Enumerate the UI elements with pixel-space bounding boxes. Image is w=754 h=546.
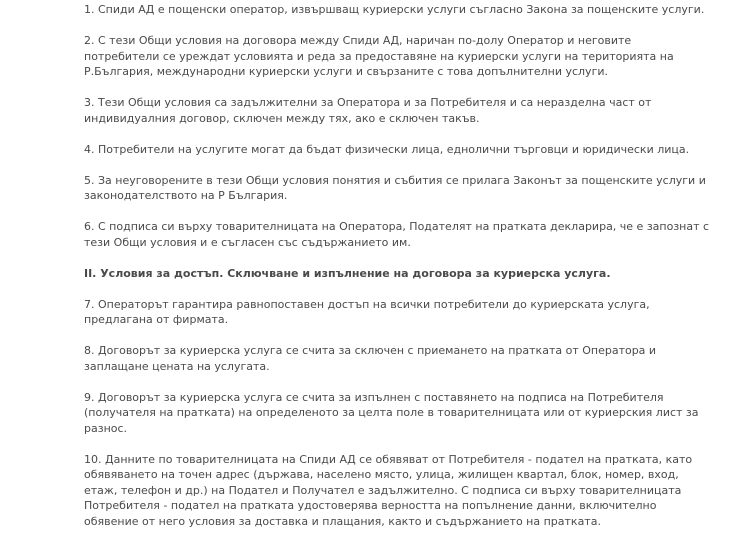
paragraph-line: тези Общи условия и е съгласен със съдържанието им. bbox=[84, 235, 411, 249]
paragraph bbox=[84, 173, 706, 204]
paragraph-line: 8. Договорът за куриерска услуга се счита за сключен с приемането на пратката от Оператора и bbox=[84, 344, 657, 357]
paragraph-line: обявение от него условия за доставка и плащания, както и съдържанието на пратката. bbox=[84, 514, 601, 528]
paragraph-line: 1. Спиди АД е пощенски оператор, извършващ куриерски услуги съгласно Закона за пощенските услуги. bbox=[84, 3, 705, 16]
paragraph-line: обявяването на точен адрес (държава, населено място, улица, жилищен квартал, блок, номер, вход, bbox=[84, 468, 679, 481]
paragraph bbox=[84, 390, 699, 437]
paragraph bbox=[84, 2, 705, 18]
paragraph-line: разнос. bbox=[84, 421, 128, 435]
paragraph-line: 10. Данните по товарителницата на Спиди АД се обявяват от Потребителя - подател на пратката, като bbox=[84, 452, 693, 466]
paragraph-line: предлагана от фирмата. bbox=[84, 313, 229, 326]
paragraph-line: Потребителя - подател на пратката удостоверява верността на попълнение данни, включително bbox=[84, 499, 657, 512]
paragraph-line: законодателството на Р България. bbox=[84, 189, 288, 202]
paragraph-line: 7. Операторът гарантира равнопоставен достъп на всички потребители до куриерската услуга, bbox=[84, 297, 650, 311]
section-general-provisions bbox=[84, 2, 710, 250]
paragraph bbox=[84, 452, 694, 530]
section-access-conditions bbox=[84, 297, 699, 530]
paragraph-line: индивидуалния договор, сключен между тях, ако е сключен такъв. bbox=[84, 111, 480, 125]
paragraph bbox=[84, 297, 694, 328]
paragraph-line: 4. Потребители на услугите могат да бъдат физически лица, еднолични търговци и юридически лица. bbox=[84, 142, 690, 156]
paragraph-line: 5. За неуговорените в тези Общи условия понятия и събития се прилага Законът за пощенските услуги и bbox=[84, 173, 706, 187]
paragraph bbox=[84, 343, 694, 374]
paragraph bbox=[84, 95, 694, 126]
paragraph-line: потребители се уреждат условията и реда за предоставяне на куриерски услуги на територията на bbox=[84, 49, 674, 63]
paragraph-line: 9. Договорът за куриерска услуга се счита за изпълнен с поставянето на подписа на Потребителя bbox=[84, 390, 664, 404]
paragraph bbox=[84, 142, 694, 158]
paragraph-line: 3. Тези Общи условия са задължителни за Оператора и за Потребителя и са неразделна част от bbox=[84, 96, 652, 109]
paragraph bbox=[84, 33, 694, 80]
section-heading: II. Условия за достъп. Сключване и изпълнение на договора за куриерска услуга. bbox=[84, 266, 611, 280]
paragraph-line: етаж, телефон и др.) на Подател и Получател е задължително. С подписа си върху товарителницата bbox=[84, 483, 682, 497]
paragraph bbox=[84, 219, 710, 250]
paragraph-line: заплащане цената на услугата. bbox=[84, 359, 270, 373]
paragraph-line: 6. С подписа си върху товарителницата на Оператора, Подателят на пратката декларира, че е запознат с bbox=[84, 220, 710, 233]
paragraph-line: (получателя на пратката) на определеното за целта поле в товарителницата или от куриерския лист за bbox=[84, 406, 699, 419]
paragraph-line: Р.България, международни куриерски услуги и свързаните с това допълнителни услуги. bbox=[84, 65, 608, 78]
paragraph-line: 2. С тези Общи условия на договора между Спиди АД, наричан по-долу Оператор и неговите bbox=[84, 34, 632, 47]
document-body bbox=[84, 2, 710, 545]
